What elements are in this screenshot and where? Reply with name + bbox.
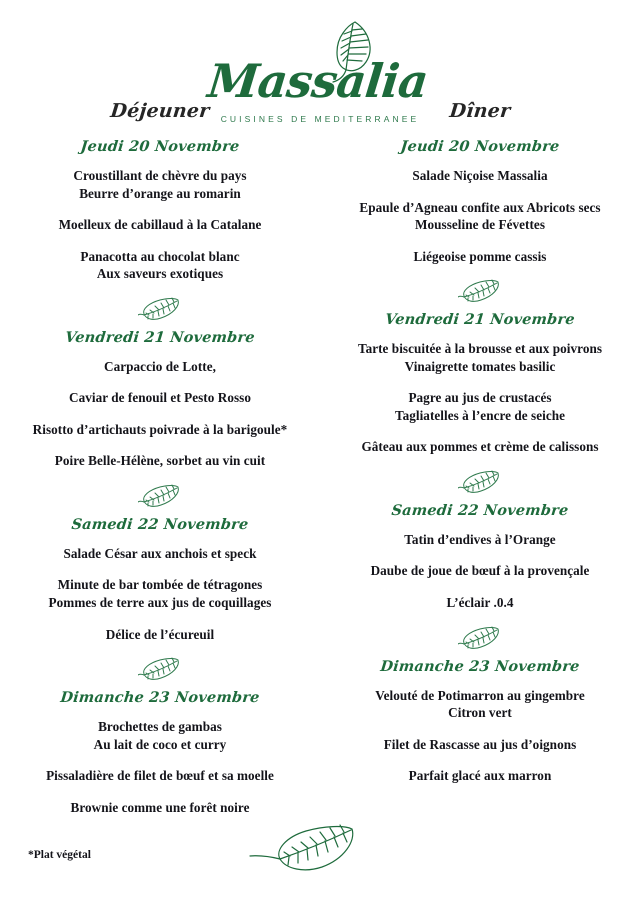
leaf-divider bbox=[334, 279, 626, 307]
course bbox=[334, 687, 626, 722]
leaf-icon bbox=[458, 626, 502, 654]
course-line: Moelleux de cabillaud à la Catalane bbox=[58, 217, 262, 233]
leaf-icon bbox=[138, 297, 182, 325]
course-line: Caviar de fenouil et Pesto Rosso bbox=[69, 390, 251, 406]
course bbox=[334, 438, 626, 456]
brand-tagline: CUISINES DE MEDITERRANEE bbox=[220, 114, 420, 124]
brand-name: Massalia bbox=[205, 54, 431, 108]
day-heading: Samedi 22 Novembre bbox=[390, 501, 570, 519]
course-line: Minute de bar tombée de tétragones bbox=[57, 577, 263, 593]
course-line: Velouté de Potimarron au gingembre bbox=[375, 687, 585, 703]
course-line: Daube de joue de bœuf à la provençale bbox=[370, 563, 590, 579]
leaf-divider bbox=[14, 657, 306, 685]
day-heading: Vendredi 21 Novembre bbox=[384, 311, 576, 329]
day-heading: Dimanche 23 Novembre bbox=[59, 689, 261, 707]
day-service bbox=[14, 138, 306, 283]
day-service bbox=[14, 484, 306, 643]
menu-columns bbox=[0, 100, 640, 830]
course-line: Beurre d’orange au romarin bbox=[79, 185, 241, 201]
course-line: Citron vert bbox=[448, 705, 512, 721]
menu-column-djeuner bbox=[0, 100, 320, 830]
course-line: Mousseline de Févettes bbox=[414, 217, 545, 233]
course bbox=[14, 248, 306, 283]
course-line: Brochettes de gambas bbox=[98, 719, 222, 735]
course bbox=[334, 531, 626, 549]
course bbox=[14, 389, 306, 407]
leaf-divider bbox=[334, 470, 626, 498]
meal-title: Dîner bbox=[448, 100, 512, 122]
day-service bbox=[14, 297, 306, 470]
day-service bbox=[334, 138, 626, 265]
course bbox=[334, 199, 626, 234]
course bbox=[334, 594, 626, 612]
day-service bbox=[14, 657, 306, 816]
leaf-icon bbox=[458, 279, 502, 307]
day-service bbox=[334, 470, 626, 612]
course-line: Vinaigrette tomates basilic bbox=[404, 358, 556, 374]
day-service bbox=[334, 626, 626, 785]
course bbox=[14, 167, 306, 202]
day-service bbox=[334, 279, 626, 456]
course-line: Brownie comme une forêt noire bbox=[70, 799, 250, 815]
meal-title: Déjeuner bbox=[109, 100, 211, 122]
course bbox=[334, 736, 626, 754]
course-line: Au lait de coco et curry bbox=[93, 736, 227, 752]
leaf-icon bbox=[138, 484, 182, 512]
course-line: Tarte biscuitée à la brousse et aux poivrons bbox=[357, 341, 603, 357]
course-line: Liégeoise pomme cassis bbox=[413, 248, 547, 264]
course bbox=[334, 389, 626, 424]
course bbox=[14, 718, 306, 753]
day-heading: Vendredi 21 Novembre bbox=[64, 328, 256, 346]
course-line: Risotto d’artichauts poivrade à la barigoule* bbox=[32, 421, 288, 437]
leaf-divider bbox=[14, 484, 306, 512]
course-line: Pagre au jus de crustacés bbox=[408, 390, 552, 406]
course bbox=[14, 767, 306, 785]
day-heading: Samedi 22 Novembre bbox=[70, 515, 250, 533]
course-line: Salade Niçoise Massalia bbox=[412, 168, 548, 183]
menu-column-dner bbox=[320, 100, 640, 830]
course bbox=[334, 167, 626, 185]
leaf-icon bbox=[458, 470, 502, 498]
course-line: Tagliatelles à l’encre de seiche bbox=[394, 407, 566, 423]
day-heading: Dimanche 23 Novembre bbox=[379, 657, 581, 675]
leaf-icon bbox=[138, 657, 182, 685]
footnote: *Plat végétal bbox=[28, 849, 91, 861]
course bbox=[14, 626, 306, 644]
course bbox=[14, 216, 306, 234]
course bbox=[334, 248, 626, 266]
leaf-divider bbox=[334, 626, 626, 654]
course-line: Epaule d’Agneau confite aux Abricots secs bbox=[359, 199, 601, 215]
course bbox=[14, 452, 306, 470]
course-line: L’éclair .0.4 bbox=[446, 595, 514, 611]
course bbox=[334, 767, 626, 785]
course bbox=[14, 576, 306, 611]
course-line: Parfait glacé aux marron bbox=[408, 768, 552, 784]
course-line: Gâteau aux pommes et crème de calissons bbox=[361, 439, 599, 455]
course bbox=[14, 421, 306, 439]
course-line: Panacotta au chocolat blanc bbox=[80, 248, 240, 264]
course bbox=[334, 562, 626, 580]
course-line: Délice de l’écureuil bbox=[105, 626, 215, 642]
course bbox=[14, 358, 306, 376]
course-line: Tatin d’endives à l’Orange bbox=[404, 531, 556, 547]
course bbox=[14, 545, 306, 563]
course-line: Filet de Rascasse au jus d’oignons bbox=[383, 736, 577, 752]
course-line: Pissaladière de filet de bœuf et sa moelle bbox=[46, 768, 274, 784]
leaf-divider bbox=[14, 297, 306, 325]
course-line: Carpaccio de Lotte, bbox=[104, 358, 216, 374]
course-line: Poire Belle-Hélène, sorbet au vin cuit bbox=[54, 453, 266, 469]
course bbox=[14, 799, 306, 817]
course-line: Salade César aux anchois et speck bbox=[63, 545, 257, 561]
day-heading: Jeudi 20 Novembre bbox=[399, 138, 561, 155]
leaf-icon bbox=[248, 823, 360, 877]
day-heading: Jeudi 20 Novembre bbox=[79, 138, 241, 155]
course-line: Croustillant de chèvre du pays bbox=[73, 168, 247, 183]
course bbox=[334, 340, 626, 375]
course-line: Pommes de terre aux jus de coquillages bbox=[48, 595, 272, 611]
course-line: Aux saveurs exotiques bbox=[96, 266, 224, 282]
